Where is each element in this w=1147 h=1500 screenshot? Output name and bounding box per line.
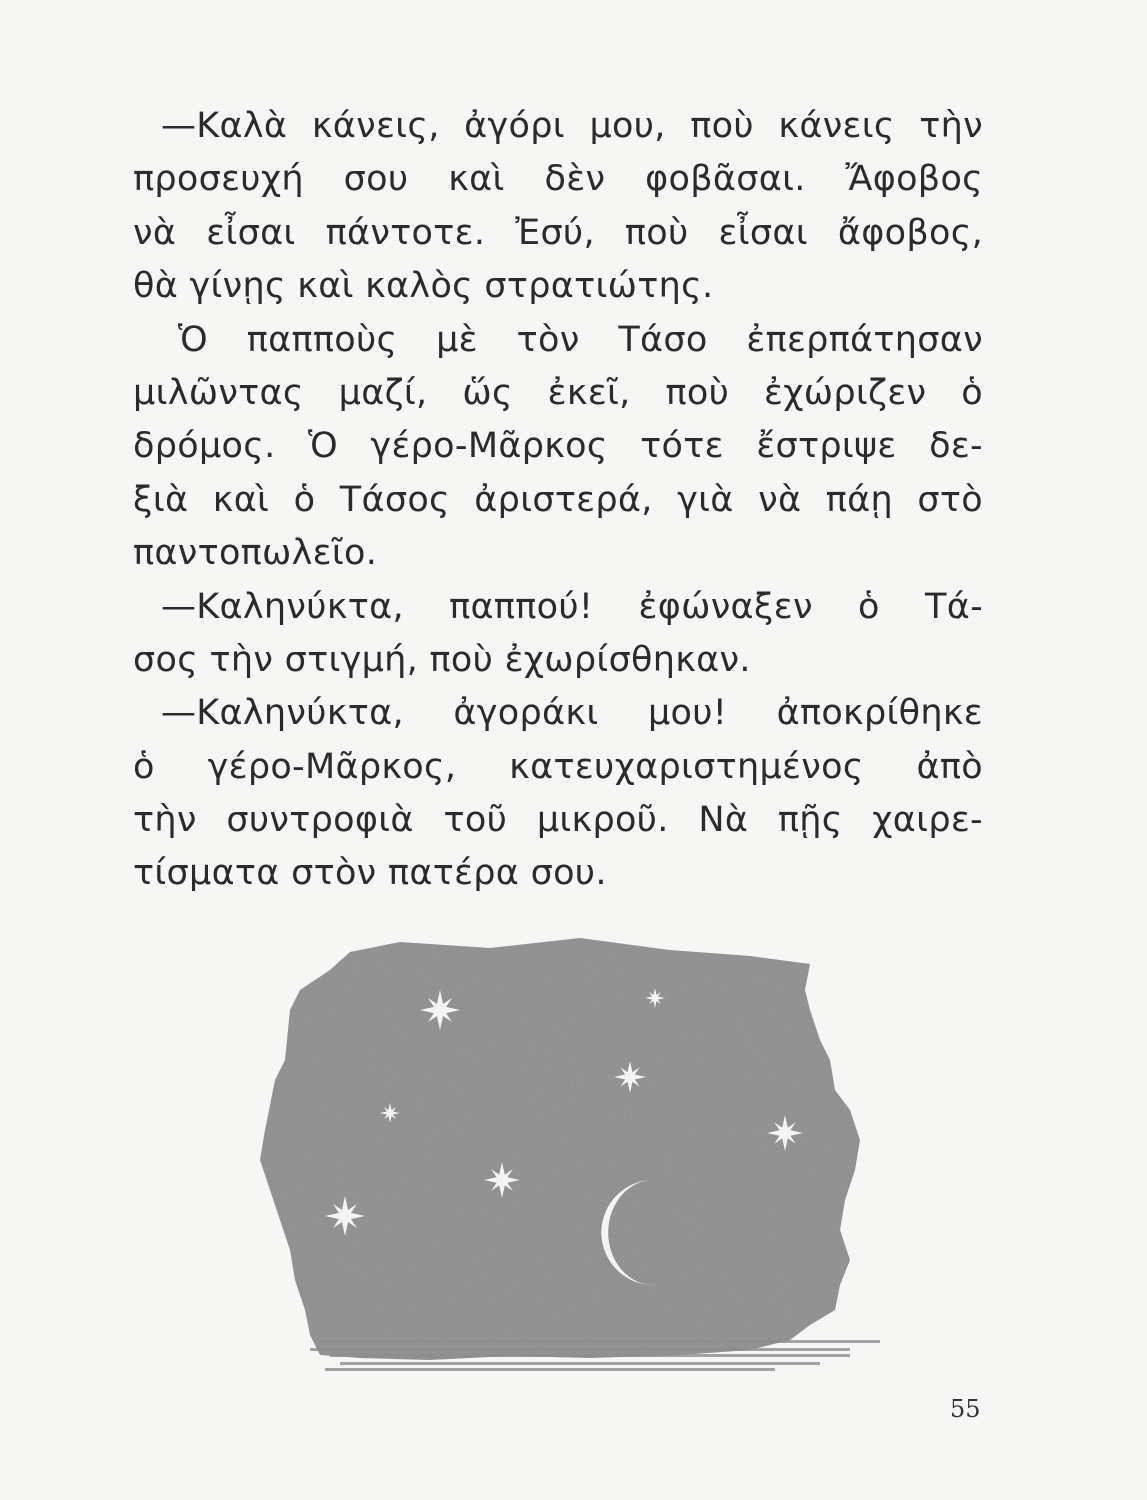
text-line: ξιὰ καὶ ὁ Τάσος ἀριστερά, γιὰ νὰ πάῃ στὸ xyxy=(133,479,983,520)
text-line: νὰ εἶσαι πάντοτε. Ἐσύ, ποὺ εἶσαι ἄφοβος, xyxy=(133,212,983,253)
text-line: παντοπωλεῖο. xyxy=(133,533,378,574)
text-line: —Καληνύκτα, παππού! ἐφώναξεν ὁ Τά- xyxy=(161,586,983,627)
night-sky-illustration xyxy=(250,930,880,1380)
brush-stroke-sky xyxy=(260,938,860,1360)
text-line: ὁ γέρο-Μᾶρκος, κατευχαριστημένος ἀπὸ xyxy=(133,746,983,787)
brush-streak xyxy=(320,1340,880,1343)
brush-streak xyxy=(310,1348,850,1351)
text-line: —Καληνύκτα, ἀγοράκι μου! ἀποκρίθηκε xyxy=(161,693,983,734)
story-text xyxy=(133,100,983,901)
text-line: δρόμος. Ὁ γέρο-Μᾶρκος τότε ἔστριψε δε- xyxy=(133,426,983,467)
text-line: τὴν συντροφιὰ τοῦ μικροῦ. Νὰ πῇς χαιρε- xyxy=(133,800,983,841)
brush-streak xyxy=(340,1362,820,1365)
text-line: Ὁ παπποὺς μὲ τὸν Τάσο ἐπερπάτησαν xyxy=(178,319,983,360)
text-line: —Καλὰ κάνεις, ἀγόρι μου, ποὺ κάνεις τὴν xyxy=(161,106,983,146)
text-line: προσευχή σου καὶ δὲν φοβᾶσαι. Ἄφοβος xyxy=(133,159,983,200)
brush-streak xyxy=(325,1368,775,1371)
text-line: θὰ γίνῃς καὶ καλὸς στρατιώτης. xyxy=(133,266,714,307)
text-line: τίσματα στὸν πατέρα σου. xyxy=(133,853,607,894)
text-line: μιλῶντας μαζί, ὥς ἐκεῖ, ποὺ ἐχώριζεν ὁ xyxy=(133,372,983,413)
text-line: σος τὴν στιγμή, ποὺ ἐχωρίσθηκαν. xyxy=(133,639,751,680)
brush-streak xyxy=(330,1354,850,1357)
page-number: 55 xyxy=(950,1395,981,1423)
